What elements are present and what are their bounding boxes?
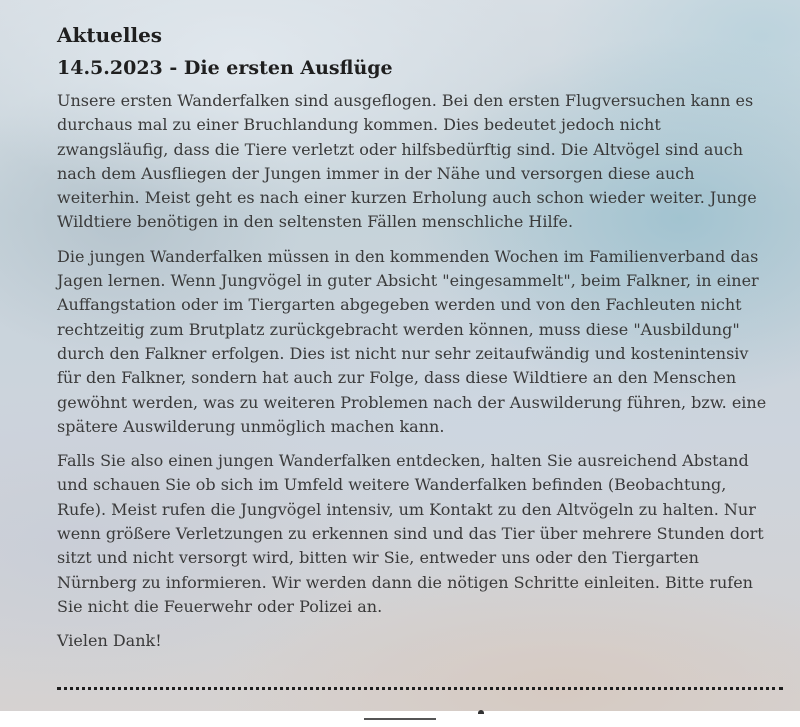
news-section [57, 22, 767, 664]
post-title: 14.5.2023 - Die ersten Ausflüge [57, 57, 393, 79]
post-closing: Vielen Dank! [57, 631, 162, 651]
post-paragraph-1: Unsere ersten Wanderfalken sind ausgeflogen. Bei den ersten Flugversuchen kann es durchaus mal zu einer Bruchlandung kommen. Dies bedeutet jedoch nicht zwangsläufig, dass die Tiere verletzt oder hilfsbedürftig sind. Die Altvögel sind auch nach dem Ausfliegen der Jungen immer in der Nähe und versorgen diese auch weiterhin. Meist geht es nach einer kurzen Erholung auch schon wieder weiter. Junge Wildtiere benötigen in den seltensten Fällen menschliche Hilfe. [57, 91, 757, 232]
news-post [57, 56, 767, 654]
dotted-divider [57, 687, 783, 690]
post-paragraph-2: Die jungen Wanderfalken müssen in den kommenden Wochen im Familienverband das Jagen lernen. Wenn Jungvögel in guter Absicht "eingesammelt", beim Falkner, in einer Auffangstation oder im Tiergarten abgegeben werden und von den Fachleuten nicht rechtzeitig zum Brutplatz zurückgebracht werden können, muss diese "Ausbildung" durch den Falkner erfolgen. Dies ist nicht nur sehr zeitaufwändig und kostenintensiv für den Falkner, sondern hat auch zur Folge, dass diese Wildtiere an den Menschen gewöhnt werden, was zu weiteren Problemen nach der Auswilderung führen, bzw. eine spätere Auswilderung unmöglich machen kann. [57, 246, 767, 436]
footer-rule [364, 718, 436, 720]
section-title: Aktuelles [57, 23, 163, 47]
post-paragraph-3: Falls Sie also einen jungen Wanderfalken entdecken, halten Sie ausreichend Abstand und schauen Sie ob sich im Umfeld weitere Wanderfalken befinden (Beobachtung, Rufe). Meist rufen die Jungvögel intensiv, um Kontakt zu den Altvögeln zu halten. Nur wenn größere Verletzungen zu erkennen sind und das Tier über mehrere Stunden dort sitzt und nicht versorgt wird, bitten wir Sie, entweder uns oder den Tiergarten Nürnberg zu informieren. Wir werden dann die nötigen Schritte einleiten. Bitte rufen Sie nicht die Feuerwehr oder Polizei an. [57, 451, 764, 616]
footer-icon [478, 710, 484, 714]
